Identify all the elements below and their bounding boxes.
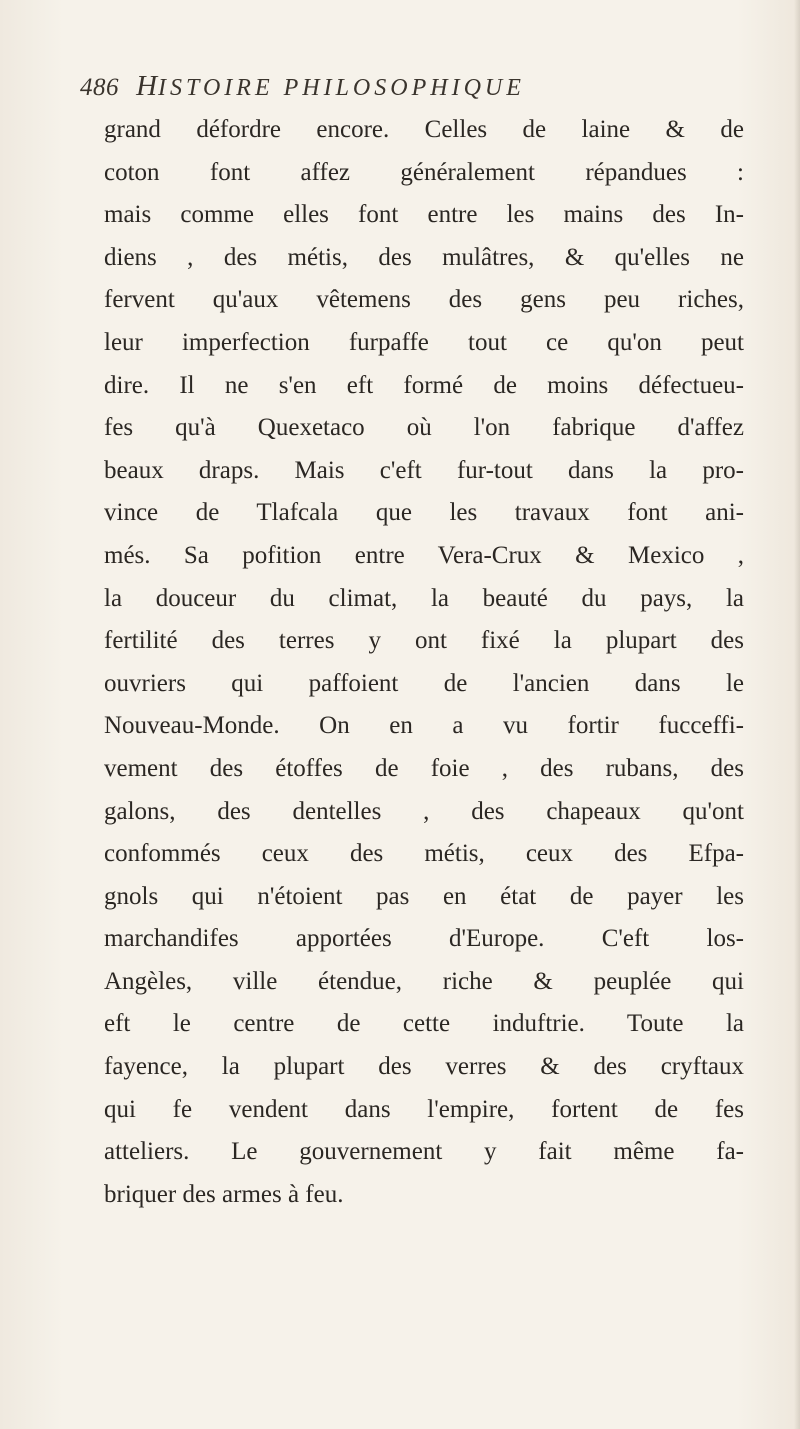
text-line: coton font affez généralement répandues : (104, 158, 744, 186)
text-line-last: briquer des armes à feu. (104, 1180, 344, 1208)
text-line: fertilité des terres y ont fixé la plupart des (104, 627, 744, 655)
text-line: Nouveau-Monde. On en a vu fortir fucceffi- (104, 712, 744, 740)
text-line: marchandifes apportées d'Europe. C'eft los- (104, 925, 744, 953)
text-line: leur imperfection furpaffe tout ce qu'on peut (104, 328, 744, 356)
text-line: diens , des métis, des mulâtres, & qu'elles ne (104, 243, 744, 271)
text-line: la douceur du climat, la beauté du pays, la (104, 584, 744, 612)
text-line: ouvriers qui paffoient de l'ancien dans le (104, 669, 744, 697)
text-line: dire. Il ne s'en eft formé de moins défectueu- (104, 371, 744, 399)
page-edge-shadow (794, 0, 800, 1429)
running-title-initial: H (136, 70, 159, 102)
text-line: beaux draps. Mais c'eft fur-tout dans la pro- (104, 456, 744, 484)
text-line: eft le centre de cette induftrie. Toute la (104, 1010, 744, 1038)
text-line: confommés ceux des métis, ceux des Efpa- (104, 840, 744, 868)
page-header (80, 70, 740, 110)
text-line: gnols qui n'étoient pas en état de payer les (104, 882, 744, 910)
text-line: vince de Tlafcala que les travaux font ani- (104, 499, 744, 527)
body-text (104, 109, 744, 1216)
text-line: atteliers. Le gouvernement y fait même fa- (104, 1138, 744, 1166)
text-line: fayence, la plupart des verres & des cryftaux (104, 1053, 744, 1081)
text-line: galons, des dentelles , des chapeaux qu'ont (104, 797, 744, 825)
text-line: qui fe vendent dans l'empire, fortent de fes (104, 1095, 744, 1123)
text-line: grand défordre encore. Celles de laine & de (104, 116, 744, 143)
text-line: mais comme elles font entre les mains des In- (104, 201, 744, 229)
text-line: Angèles, ville étendue, riche & peuplée qui (104, 967, 744, 995)
text-line: més. Sa pofition entre Vera-Crux & Mexico , (104, 541, 744, 569)
running-title-rest: ISTOIRE PHILOSOPHIQUE (158, 75, 525, 101)
text-line: fes qu'à Quexetaco où l'on fabrique d'affez (104, 414, 744, 442)
page-number: 486 (80, 74, 119, 101)
running-title (136, 70, 525, 102)
text-line: fervent qu'aux vêtemens des gens peu riches, (104, 286, 744, 314)
text-line: vement des étoffes de foie , des rubans, des (104, 754, 744, 782)
